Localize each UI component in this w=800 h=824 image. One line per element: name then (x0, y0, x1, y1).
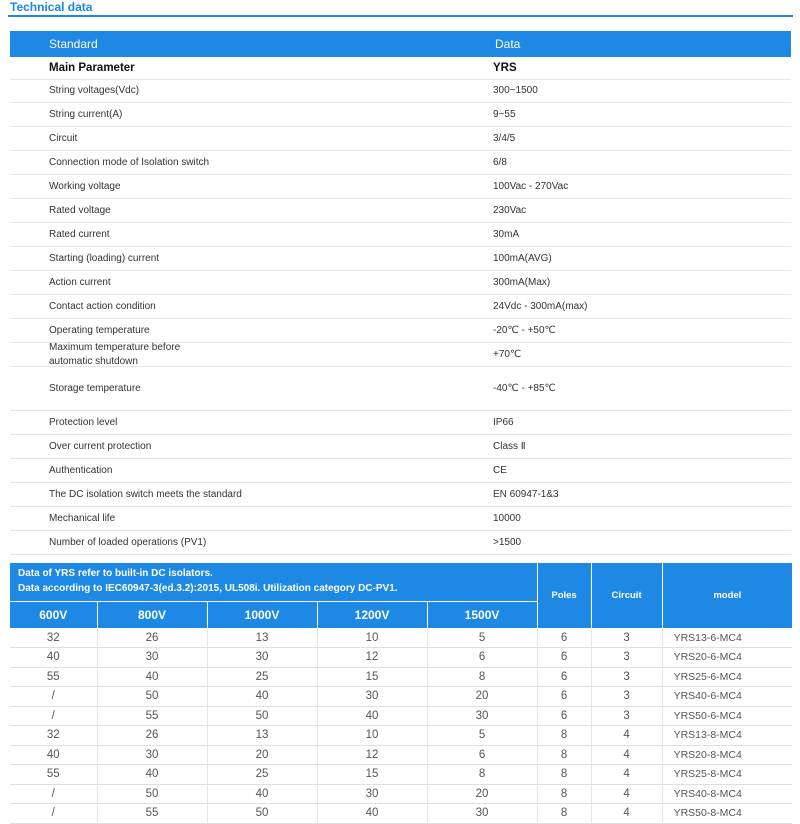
model-row (10, 667, 792, 687)
rating-note-line2: Data according to IEC60947-3(ed.3.2):2015, UL508i. Utilization category DC-PV1. (18, 583, 398, 594)
model-column-header: model (662, 563, 792, 628)
spec-row-label: Action current (49, 276, 111, 288)
poles-value: 6 (537, 706, 591, 726)
spec-row (10, 223, 791, 247)
main-parameter-row (10, 57, 791, 80)
rating-600v: / (10, 784, 97, 804)
spec-row-label: String current(A) (49, 108, 123, 120)
spec-row-label: Storage temperature (49, 382, 141, 394)
spec-row (10, 459, 791, 483)
rating-600v: / (10, 687, 97, 707)
spec-row-value: 230Vac (493, 204, 527, 216)
spec-row-value: 9~55 (493, 108, 516, 120)
rating-600v: 32 (10, 628, 97, 648)
spec-row-value: 300~1500 (493, 85, 538, 96)
spec-row (10, 343, 791, 367)
spec-row-value: +70℃ (493, 348, 522, 360)
spec-row (10, 483, 791, 507)
model-table (10, 563, 792, 824)
rating-600v: 32 (10, 726, 97, 746)
circuit-value: 4 (591, 765, 662, 785)
model-row (10, 726, 792, 746)
circuit-value: 4 (591, 784, 662, 804)
rating-1500v: 20 (427, 687, 537, 707)
model-value: YRS40-6-MC4 (662, 687, 792, 707)
voltage-header: 800V (97, 601, 207, 628)
circuit-value: 3 (591, 706, 662, 726)
rating-1000v: 30 (207, 648, 317, 668)
rating-1000v: 50 (207, 706, 317, 726)
rating-800v: 30 (97, 745, 207, 765)
spec-row-value: 300mA(Max) (493, 276, 551, 288)
model-row (10, 784, 792, 804)
spec-row-label: Protection level (49, 416, 118, 428)
rating-600v: / (10, 706, 97, 726)
poles-value: 6 (537, 628, 591, 648)
spec-row-value: 100mA(AVG) (493, 252, 552, 264)
spec-row (10, 151, 791, 175)
rating-1000v: 13 (207, 628, 317, 648)
data-column-header: Data (495, 37, 521, 51)
rating-1500v: 6 (427, 648, 537, 668)
poles-value: 6 (537, 687, 591, 707)
rating-800v: 26 (97, 726, 207, 746)
spec-row-label: Starting (loading) current (49, 252, 160, 264)
rating-1000v: 20 (207, 745, 317, 765)
poles-value: 6 (537, 648, 591, 668)
rating-1200v: 15 (317, 765, 427, 785)
spec-row-value: Class Ⅱ (493, 440, 526, 452)
spec-rows (10, 80, 791, 555)
rating-1500v: 30 (427, 706, 537, 726)
spec-row (10, 367, 791, 411)
model-value: YRS50-6-MC4 (662, 706, 792, 726)
rating-1000v: 40 (207, 687, 317, 707)
poles-column-header: Poles (537, 563, 591, 628)
spec-row-label: Rated voltage (49, 204, 111, 216)
section-divider (8, 15, 793, 17)
standard-column-header: Standard (49, 37, 98, 51)
rating-600v: 40 (10, 745, 97, 765)
rating-1200v: 30 (317, 687, 427, 707)
model-value: YRS25-6-MC4 (662, 667, 792, 687)
rating-800v: 50 (97, 784, 207, 804)
main-parameter-label: Main Parameter (49, 62, 135, 74)
circuit-value: 3 (591, 667, 662, 687)
model-row (10, 687, 792, 707)
rating-1000v: 25 (207, 765, 317, 785)
spec-row (10, 175, 791, 199)
spec-row (10, 199, 791, 223)
model-row (10, 804, 792, 824)
rating-600v: 55 (10, 765, 97, 785)
rating-800v: 26 (97, 628, 207, 648)
rating-1500v: 20 (427, 784, 537, 804)
model-value: YRS50-8-MC4 (662, 804, 792, 824)
spec-row-label: Contact action condition (49, 300, 156, 312)
circuit-value: 4 (591, 745, 662, 765)
main-parameter-value: YRS (493, 62, 517, 74)
rating-note-line1: Data of YRS refer to built-in DC isolators. (18, 568, 213, 579)
circuit-value: 4 (591, 726, 662, 746)
poles-value: 6 (537, 667, 591, 687)
rating-800v: 40 (97, 667, 207, 687)
spec-row (10, 507, 791, 531)
rating-1500v: 30 (427, 804, 537, 824)
model-value: YRS40-8-MC4 (662, 784, 792, 804)
model-row (10, 765, 792, 785)
spec-row-value: -20℃ - +50℃ (493, 324, 556, 336)
spec-row (10, 247, 791, 271)
spec-row-value: >1500 (493, 536, 522, 548)
rating-600v: 40 (10, 648, 97, 668)
rating-1500v: 5 (427, 726, 537, 746)
rating-1200v: 40 (317, 706, 427, 726)
circuit-value: 4 (591, 804, 662, 824)
voltage-header: 1200V (317, 601, 427, 628)
spec-table (10, 31, 791, 555)
voltage-header: 1500V (427, 601, 537, 628)
spec-row-value: 30mA (493, 228, 520, 240)
spec-row-label: The DC isolation switch meets the standard (49, 488, 242, 500)
spec-row (10, 531, 791, 555)
model-rows (10, 628, 792, 823)
rating-1500v: 8 (427, 667, 537, 687)
poles-value: 8 (537, 804, 591, 824)
model-value: YRS20-8-MC4 (662, 745, 792, 765)
rating-600v: / (10, 804, 97, 824)
rating-800v: 40 (97, 765, 207, 785)
rating-note (10, 563, 537, 601)
rating-1500v: 8 (427, 765, 537, 785)
spec-row (10, 127, 791, 151)
voltage-header: 600V (10, 601, 97, 628)
spec-row-value: IP66 (493, 416, 514, 428)
rating-1200v: 12 (317, 745, 427, 765)
model-row (10, 745, 792, 765)
spec-row-label: Mechanical life (49, 512, 116, 524)
circuit-value: 3 (591, 687, 662, 707)
spec-row-value: EN 60947-1&3 (493, 488, 559, 500)
spec-row (10, 319, 791, 343)
spec-row-value: -40℃ - +85℃ (493, 382, 556, 394)
spec-header-row (10, 31, 791, 57)
circuit-value: 3 (591, 628, 662, 648)
rating-800v: 55 (97, 804, 207, 824)
rating-1000v: 25 (207, 667, 317, 687)
poles-value: 8 (537, 765, 591, 785)
rating-800v: 55 (97, 706, 207, 726)
rating-1500v: 5 (427, 628, 537, 648)
spec-row-label: Maximum temperature before automatic shutdown (49, 341, 181, 367)
model-value: YRS20-6-MC4 (662, 648, 792, 668)
model-row (10, 648, 792, 668)
rating-1200v: 10 (317, 726, 427, 746)
rating-1200v: 15 (317, 667, 427, 687)
rating-1000v: 13 (207, 726, 317, 746)
model-value: YRS25-8-MC4 (662, 765, 792, 785)
rating-1500v: 6 (427, 745, 537, 765)
spec-row-value: 100Vac - 270Vac (493, 180, 569, 192)
voltage-header: 1000V (207, 601, 317, 628)
rating-600v: 55 (10, 667, 97, 687)
spec-row-value: 10000 (493, 512, 521, 524)
model-value: YRS13-8-MC4 (662, 726, 792, 746)
spec-row-value: CE (493, 464, 507, 476)
rating-1200v: 10 (317, 628, 427, 648)
rating-1000v: 40 (207, 784, 317, 804)
spec-row (10, 80, 791, 103)
model-row (10, 628, 792, 648)
spec-row (10, 271, 791, 295)
spec-row-label: Circuit (49, 132, 78, 144)
spec-row-label: String voltages(Vdc) (49, 85, 140, 96)
spec-row (10, 103, 791, 127)
model-row (10, 706, 792, 726)
rating-800v: 30 (97, 648, 207, 668)
rating-1200v: 40 (317, 804, 427, 824)
spec-row (10, 411, 791, 435)
spec-row-label: Rated current (49, 228, 110, 240)
poles-value: 8 (537, 784, 591, 804)
spec-row-value: 3/4/5 (493, 132, 516, 144)
spec-row (10, 295, 791, 319)
spec-row (10, 435, 791, 459)
spec-row-label: Over current protection (49, 440, 152, 452)
poles-value: 8 (537, 726, 591, 746)
rating-1200v: 12 (317, 648, 427, 668)
poles-value: 8 (537, 745, 591, 765)
rating-1200v: 30 (317, 784, 427, 804)
rating-1000v: 50 (207, 804, 317, 824)
section-title: Technical data (10, 0, 93, 14)
spec-row-label: Authentication (49, 464, 113, 476)
spec-row-label: Connection mode of Isolation switch (49, 156, 210, 168)
circuit-column-header: Circuit (591, 563, 662, 628)
spec-row-label: Operating temperature (49, 324, 150, 336)
spec-row-value: 24Vdc - 300mA(max) (493, 300, 588, 312)
spec-row-value: 6/8 (493, 156, 507, 168)
circuit-value: 3 (591, 648, 662, 668)
spec-row-label: Number of loaded operations (PV1) (49, 536, 207, 548)
model-value: YRS13-6-MC4 (662, 628, 792, 648)
rating-800v: 50 (97, 687, 207, 707)
spec-row-label: Working voltage (49, 180, 121, 192)
